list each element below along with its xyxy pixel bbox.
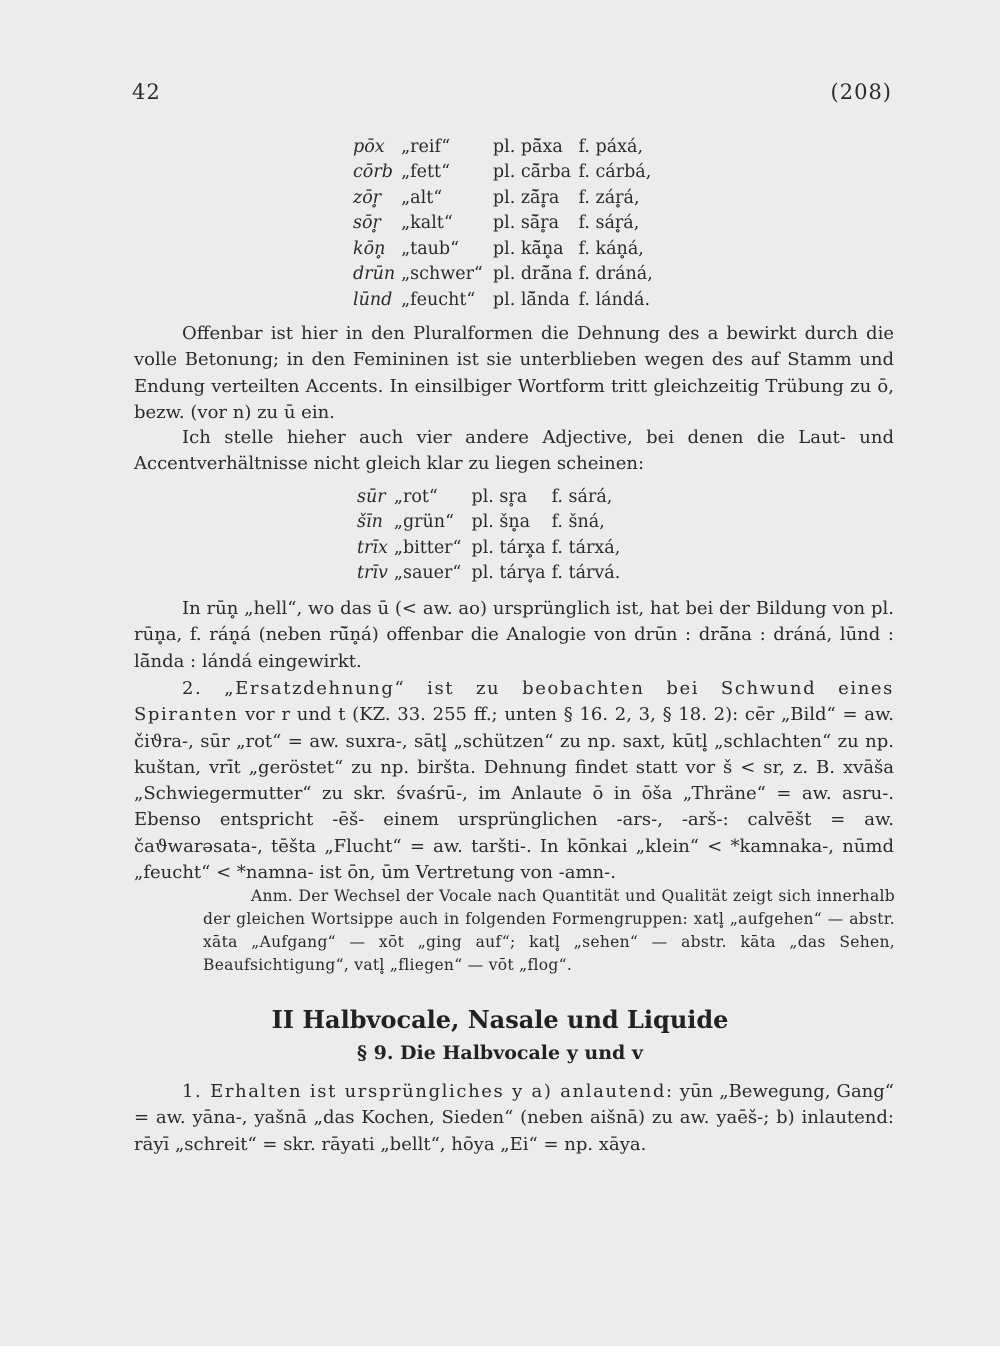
form-feminine: f. tárvá. (551, 563, 621, 584)
form-row (353, 287, 659, 313)
page-header (132, 80, 892, 112)
form-row (357, 484, 626, 510)
form-row (353, 185, 659, 211)
section-heading: II Halbvocale, Nasale und Liquide (271, 1005, 729, 1034)
form-gloss: „taub“ (401, 238, 460, 259)
subsection-heading: § 9. Die Halbvocale y und v (357, 1042, 643, 1064)
form-feminine: f. sár̥á, (578, 213, 640, 234)
form-word: zōr̥ (353, 187, 382, 208)
paragraph-adjective: Ich stelle hieher auch vier andere Adjective, bei denen die Laut- und Accentverhältnisse nicht gleich klar zu liegen scheinen: (134, 427, 894, 475)
form-gloss: „alt“ (401, 187, 443, 208)
form-feminine: f. kán̥á, (578, 238, 644, 259)
form-plural: pl. sr̥a (471, 486, 528, 507)
form-feminine: f. lándá. (578, 289, 651, 310)
form-feminine: f. tárxá, (551, 537, 621, 558)
footnote-anmerkung: Anm. Der Wechsel der Vocale nach Quantität und Qualität zeigt sich innerhalb der gleichen Wortsippe auch in folgenden Formengruppen: xatl̥ „aufgehen“ — abstr. xāta „Aufgang“ — xōt „ging auf“; katl̥ „sehen“ — abstr. kāta „das Sehen, Beaufsichtigung“, vatl̥ „fliegen“ — vōt „flog“. (203, 887, 895, 974)
form-word: pōx (353, 136, 385, 157)
halbvocale-body: yūn „Bewegung, Gang“ = aw. yāna-, yašnā „das Kochen, Sieden“ (neben aišnā) zu aw. yaēš-; b) inlautend: rāyī „schreit“ = skr. rāyati „bellt“, hōya „Ei“ = np. xāya. (134, 1081, 894, 1155)
form-plural: pl. tárx̥a (471, 537, 546, 558)
form-plural: pl. šn̥a (471, 512, 531, 533)
form-row (353, 134, 659, 160)
form-row (353, 211, 659, 237)
ersatzdehnung-body: vor r und t (KZ. 33. 255 ff.; unten § 16. 2, 3, § 18. 2): cēr „Bild“ = aw. čiϑra-, sūr „rot“ = aw. suxra-, sātl̥ „schützen“ zu np. saxt, kūtl̥ „schlachten“ zu np. kuštan, vrīt „geröstet“ zu np. biršta. Dehnung findet statt vor š < sr, z. B. xvāša „Schwiegermutter“ zu skr. śvaśrū-, im Anlaute ō in ōša „Thräne“ = aw. asru-. Ebenso entspricht -ēš- einem ursprünglichen -ars-, -arš-: calvēšt = aw. čaϑwarəsata-, tēšta „Flucht“ = aw. taršti-. In kōnkai „klein“ < *kamnaka-, nūmd „feucht“ < *namna- ist ōn, ūm Vertretung von -amn-. (134, 704, 894, 884)
form-feminine: f. dráná, (578, 264, 653, 285)
form-plural: pl. sā̆r̥a (492, 213, 560, 234)
form-plural: pl. tárv̥a (471, 563, 546, 584)
form-plural: pl. pā̆xa (492, 136, 563, 157)
paragraph-ersatzdehnung (134, 676, 894, 886)
form-word: sōr̥ (353, 213, 381, 234)
paragraph-run: In rūn̥ „hell“, wo das ū (< aw. ao) ursprünglich ist, hat bei der Bildung von pl. rūn̥a, f. rán̥á (neben rū̆n̥á) offenbar die Analogie von drūn : drā̆na : dráná, lūnd : lā̆nda : lándá eingewirkt. (134, 598, 894, 672)
adjective-forms-table-2 (357, 484, 626, 586)
form-feminine: f. cárbá, (578, 162, 652, 183)
form-row (357, 561, 626, 587)
form-gloss: „fett“ (401, 162, 451, 183)
form-row (353, 160, 659, 186)
form-word: šīn (357, 512, 383, 533)
form-word: lūnd (353, 289, 393, 310)
form-row (353, 262, 659, 288)
page-reference: (208) (830, 80, 892, 104)
paragraph-pluralformen: Offenbar ist hier in den Pluralformen die Dehnung des a bewirkt durch die volle Betonung; in den Femininen ist sie unterblieben wegen des auf Stamm und Endung verteilten Accents. In einsilbiger Wortform tritt gleichzeitig Trübung zu ō, bezw. (vor n) zu ū ein. (134, 323, 894, 423)
form-gloss: „rot“ (393, 486, 438, 507)
form-gloss: „kalt“ (401, 213, 453, 234)
form-word: drūn (353, 264, 396, 285)
form-feminine: f. zár̥á, (578, 187, 640, 208)
paragraph-halbvocale (134, 1079, 894, 1158)
form-plural: pl. zā̆r̥a (492, 187, 560, 208)
form-plural: pl. kā̆n̥a (492, 238, 564, 259)
form-row (357, 535, 626, 561)
adjective-forms-table-1 (353, 134, 659, 313)
form-gloss: „reif“ (401, 136, 451, 157)
form-word: trīx (357, 537, 388, 558)
halbvocale-lead: 1. Erhalten ist ursprüngliches y a) anlautend: (182, 1081, 674, 1102)
page-number: 42 (132, 80, 161, 104)
form-gloss: „bitter“ (393, 537, 462, 558)
form-word: trīv (357, 563, 388, 584)
form-gloss: „grün“ (393, 512, 455, 533)
form-word: sūr (357, 486, 386, 507)
form-feminine: f. páxá, (578, 136, 644, 157)
form-word: cōrb (353, 162, 393, 183)
form-plural: pl. lā̆nda (492, 289, 570, 310)
form-feminine: f. šná, (551, 512, 605, 533)
form-gloss: „schwer“ (401, 264, 483, 285)
form-word: kōn̥ (353, 238, 386, 259)
form-plural: pl. cā̆rba (492, 162, 572, 183)
form-gloss: „feucht“ (401, 289, 476, 310)
form-gloss: „sauer“ (393, 563, 462, 584)
form-feminine: f. sárá, (551, 486, 613, 507)
ersatzdehnung-lead: 2. „Ersatzdehnung“ ist zu beobachten bei Schwund eines Spiranten (134, 678, 894, 726)
form-row (353, 236, 659, 262)
form-plural: pl. drā̆na (492, 264, 573, 285)
form-row (357, 510, 626, 536)
